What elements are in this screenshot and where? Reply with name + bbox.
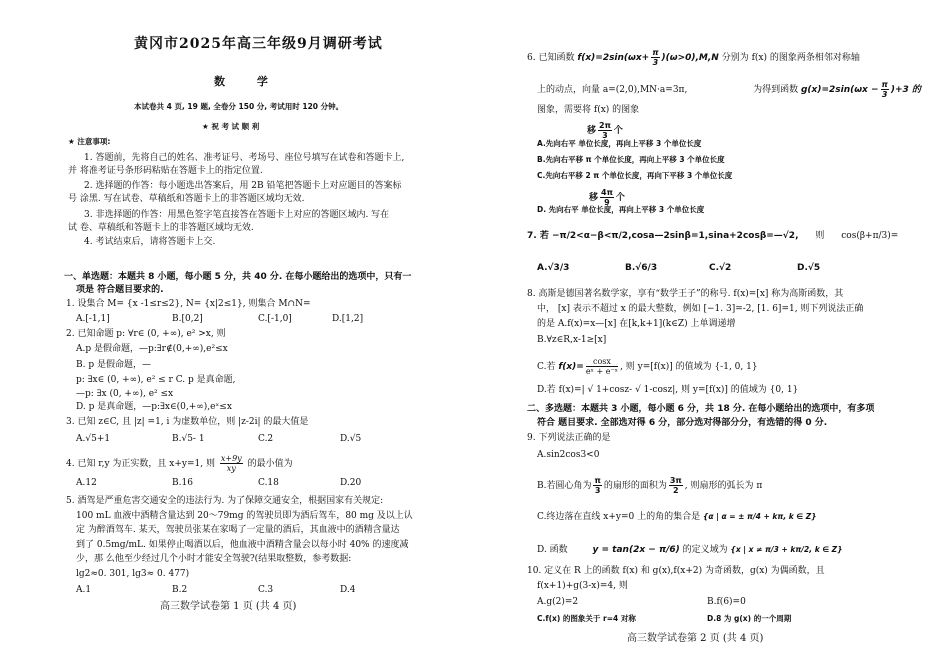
q6-a-shift-pre: 移: [587, 126, 597, 136]
q7-option-c: C.√2: [709, 263, 732, 273]
q6-option-c: C.先向右平移 2 π 个单位长度，再向下平移 3 个单位长度: [537, 171, 733, 180]
q9-option-a: A.sin2cos3<0: [537, 450, 600, 460]
q9-option-c: [537, 511, 817, 523]
q5-option-c: C.3: [258, 585, 274, 595]
q6-g-den: 3: [881, 90, 888, 99]
q6-g-fraction: [881, 80, 889, 99]
q9-d-set: {x | x ≠ π/3 + kπ/2, k ∈ Z}: [730, 545, 843, 554]
q10-option-b: B.f(6)=0: [707, 597, 746, 607]
q8-option-d: D.若 f(x)=| √ 1+cosz- √ 1-cosz|, 则 y=[f(x)] 的值域为 {0, 1}: [537, 385, 799, 395]
q9-b-frac2-den: 2: [672, 486, 679, 495]
q6-option-b: B.先向右平移 π 个单位长度，再向上平移 3 个单位长度: [537, 155, 725, 164]
q6-g-tail: )+3 的: [890, 85, 921, 95]
q2-option-a: A.p 是假命题，—p:∃r∉(0,+∞),e²≤x: [76, 344, 228, 354]
q6-option-d: D. 先向右平 单位长度，再向上平移 3 个单位长度: [537, 205, 705, 214]
q6-line-1-pre: 6. 已知函数: [527, 53, 575, 63]
q9-option-d: [537, 544, 842, 556]
q5-option-a: A.1: [76, 585, 92, 595]
q7-option-a: A.√3/3: [537, 263, 570, 273]
q9-d-pre: D. 函数: [537, 545, 568, 555]
q10-option-c: C.f(x) 的图象关于 r=4 对称: [537, 614, 636, 623]
q6-g-num: π: [881, 80, 888, 89]
q6-a-shift-post: 个: [613, 126, 623, 136]
q2-stem: 2. 已知命题 p: ∀r∈ (0, +∞), e² >x, 则: [66, 329, 226, 339]
q9-d-function: y = tan(2x − π/6): [592, 545, 680, 555]
q8-option-c: [537, 357, 758, 376]
q8-c-num: cosx: [586, 357, 618, 367]
q5-line-5: 少，那 么他至少经过几个小时才能安全驾驶?(结果取整数，参考数据:: [76, 554, 352, 564]
exam-info: 本试卷共 4 页, 19 题, 全卷分 150 分, 考试用时 120 分钟。: [134, 102, 344, 111]
left-page-footer: 高三数学试卷第 1 页 (共 4 页): [160, 601, 297, 612]
q6-line-3: 图象，需要将 f(x) 的图象: [537, 105, 640, 115]
q3-option-c: C.2: [258, 434, 274, 444]
q6-line-2-pre: 上的动点，向量 a=(2,0),MN·a=3π,: [537, 85, 688, 95]
notice-2b: 号 涂黑. 写在试卷、草稿纸和答题卡上的非答题区域均无效.: [68, 194, 305, 204]
q5-line-1: 5. 酒驾是严重危害交通安全的违法行为. 为了保障交通安全，根据国家有关规定:: [66, 496, 384, 506]
notice-1a: 1. 答题前，先将自己的姓名、准考证号、考场号、座位号填写在试卷和答题卡上,: [84, 153, 405, 163]
notice-heading: ★ 注意事项:: [68, 137, 111, 146]
subject-title: 数 学: [214, 75, 282, 88]
q6-f-head: f(x)=2sin(ωx+: [577, 53, 650, 63]
q6-line-2: [537, 80, 921, 99]
q4-option-a: A.12: [76, 478, 97, 488]
q8-c-function: f(x)=: [558, 362, 584, 372]
section1-heading-cont: 项是 符合题目要求的.: [76, 285, 164, 295]
q6-function-f: [577, 48, 719, 67]
q10-option-d: D.8 为 g(x) 的一个周期: [707, 614, 792, 623]
q9-b-pre: B.若圆心角为: [537, 481, 592, 491]
q7-stem-mid: 则: [815, 231, 825, 241]
q7-stem-post: cos(β+π/3)=: [841, 231, 899, 241]
q6-option-a: A.先向右平 单位长度，再向上平移 3 个单位长度: [537, 139, 702, 148]
q7-stem: [527, 230, 898, 242]
q6-function-g: [800, 80, 921, 99]
q4-option-d: D.20: [340, 478, 362, 488]
q4-option-b: B.16: [172, 478, 193, 488]
q10-option-a: A.g(2)=2: [537, 597, 579, 607]
q6-d-num: 4π: [601, 188, 613, 197]
q4-fraction: [220, 454, 243, 473]
q2-option-b-c: p: ∃x∈ (0, +∞), e² ≤ r C. p 是真命题,: [76, 375, 236, 385]
q6-f-num: π: [652, 48, 659, 57]
q9-b-frac2: [669, 476, 683, 495]
q8-c-pre: C.若: [537, 362, 556, 372]
q8-line-3: 的是 A.f(x)=x—[x] 在[k,k+1](k∈Z) 上单调递增: [537, 319, 736, 329]
q5-line-2: 100 mL 血液中酒精含量达到 20～79mg 的驾驶员即为酒后驾车，80 mg 及以上认: [76, 511, 413, 521]
notice-3b: 试 卷、草稿纸和答题卡上的非答题区域均无效.: [68, 223, 254, 233]
q6-line-2-mid: 为得到函数: [753, 85, 799, 95]
q9-c-pre: C.终边落在直线 x+y=0 上的角的集合是: [537, 512, 701, 522]
q6-d-shift-post: 个: [615, 193, 625, 203]
q8-option-b: B.∀z∈R,x-1≥[x]: [537, 335, 607, 345]
right-page-footer: 高三数学试卷第 2 页 (共 4 页): [627, 633, 764, 644]
q9-b-frac2-num: 3π: [669, 476, 682, 485]
q9-b-frac1-num: π: [594, 476, 601, 485]
q3-option-a: A.√5+1: [76, 434, 111, 444]
q7-stem-pre: 7. 若 −π/2<α−β<π/2,cosa—2sinβ=1,sina+2cosβ=—√2,: [527, 231, 799, 241]
section1-heading: 一、单选题：本题共 8 小题，每小题 5 分，共 40 分. 在每小题给出的选项中，只有一: [64, 272, 412, 282]
q6-line-1-post: 分别为 f(x) 的图象两条相邻对称轴: [721, 53, 860, 63]
notice-4: 4. 考试结束后，请将答题卡上交.: [84, 237, 216, 247]
q2-option-b: B. p 是假命题，—: [76, 360, 151, 370]
q4-fraction-den: xy: [226, 464, 236, 473]
section2-heading: 二、多选题：本题共 3 小题，每小题 6 分，共 18 分. 在每小题给出的选项中，有多项: [527, 404, 875, 414]
q6-d-shift-pre: 移: [589, 193, 599, 203]
section2-heading-cont: 符合 题目要求. 全部选对得 6 分，部分选对得部分分，有选错的得 0 分.: [537, 418, 828, 428]
q3-stem: 3. 已知 z∈C, 且 |z| =1, i 为虚数单位，则 |z-2i| 的最大值是: [66, 417, 309, 427]
q5-option-d: D.4: [340, 585, 356, 595]
q6-f-den: 3: [652, 58, 659, 67]
q6-g-head: g(x)=2sin(ωx −: [800, 85, 879, 95]
q1-option-a: A.[-1,1]: [76, 314, 110, 324]
q1-option-b: B.[0,2]: [172, 314, 203, 324]
q8-c-post: , 则 y=[f(x)] 的值域为 {-1, 0, 1}: [620, 362, 758, 372]
q3-option-b: B.√5- 1: [172, 434, 205, 444]
q9-c-set: {α | α = ± π/4 + kπ, k ∈ Z}: [703, 512, 817, 521]
q4-stem-pre: 4. 已知 r,y 为正实数，且 x+y=1, 则: [66, 459, 215, 469]
q5-line-3: 定 为醉酒驾车. 某天，驾驶员张某在家喝了一定量的酒后，其血液中的酒精含量达: [76, 525, 400, 535]
q4-stem-post: 的最小值为: [247, 459, 293, 469]
q9-stem: 9. 下列说法正确的是: [527, 433, 611, 443]
notice-3a: 3. 非选择题的作答：用黑色签字笔直接答在答题卡上对应的答题区域内. 写在: [84, 210, 390, 220]
q9-option-b: [537, 476, 762, 495]
exam-title: 黄冈市2025年高三年级9月调研考试: [134, 36, 383, 52]
q8-line-1: 8. 高斯是德国著名数学家，享有“数学王子”的称号. f(x)=[x] 称为高斯函数，其: [527, 289, 844, 299]
q9-d-mid: 的定义域为: [682, 545, 728, 555]
q1-option-c: C.[-1,0]: [258, 314, 292, 324]
good-luck: ★ 祝 考 试 顺 利: [202, 122, 260, 131]
q4-stem: [66, 454, 293, 473]
q8-c-den: eˣ + e⁻ˣ: [585, 367, 619, 376]
q3-option-d: D.√5: [340, 434, 362, 444]
q1-stem: 1. 设集合 M= {x -1≤r≤2}, N= {x|2≤1}, 则集合 M∩N=: [66, 299, 311, 309]
q10-line-1: 10. 定义在 R 上的函数 f(x) 和 g(x),f(x+2) 为奇函数，g(x) 为偶函数，且: [527, 566, 825, 576]
q6-f-tail: )(ω>0),M,N: [661, 53, 719, 63]
q9-b-frac1-den: 3: [594, 486, 601, 495]
notice-2a: 2. 选择题的作答：每小题选出答案后，用 2B 铅笔把答题卡上对应题目的答案标: [84, 181, 402, 191]
q10-line-2: f(x+1)+g(3-x)=4, 则: [537, 581, 628, 591]
q9-b-frac1: [593, 476, 601, 495]
q5-line-4: 到了 0.5mg/mL. 如果停止喝酒以后，他血液中酒精含量会以每小时 40% 的速度减: [76, 540, 409, 550]
q6-d-den: 9: [604, 198, 610, 207]
q7-option-d: D.√5: [797, 263, 821, 273]
q9-b-mid: 的扇形的面积为: [603, 481, 667, 491]
q8-c-fraction: [586, 357, 618, 376]
q5-line-6: lg2≈0. 301, lg3≈ 0. 477): [76, 569, 190, 579]
q6-a-den: 3: [602, 131, 608, 140]
q5-option-b: B.2: [172, 585, 188, 595]
q1-option-d: D.[1,2]: [332, 314, 364, 324]
q4-option-c: C.18: [258, 478, 279, 488]
notice-1b: 并 将准考证号条形码粘贴在答题卡上的指定位置.: [68, 166, 263, 176]
q6-line-1: [527, 48, 860, 67]
q8-line-2: 中， [x] 表示不超过 x 的最大整数，例如 [−1. 3]=-2, [1. 6]=1, 则下列说法正确: [537, 304, 864, 314]
q4-fraction-num: x+9y: [220, 454, 242, 463]
q6-f-fraction: [651, 48, 659, 67]
q9-b-post: , 则扇形的弧长为 π: [684, 481, 763, 491]
q6-a-num: 2π: [599, 121, 611, 130]
q2-option-d: D. p 是真命题，—p:∃x∈(0,+∞),eˣ≤x: [76, 402, 232, 412]
q2-option-c-neg: —p: ∃x (0, +∞), e² ≤x: [76, 389, 174, 399]
q7-option-b: B.√6/3: [625, 263, 658, 273]
